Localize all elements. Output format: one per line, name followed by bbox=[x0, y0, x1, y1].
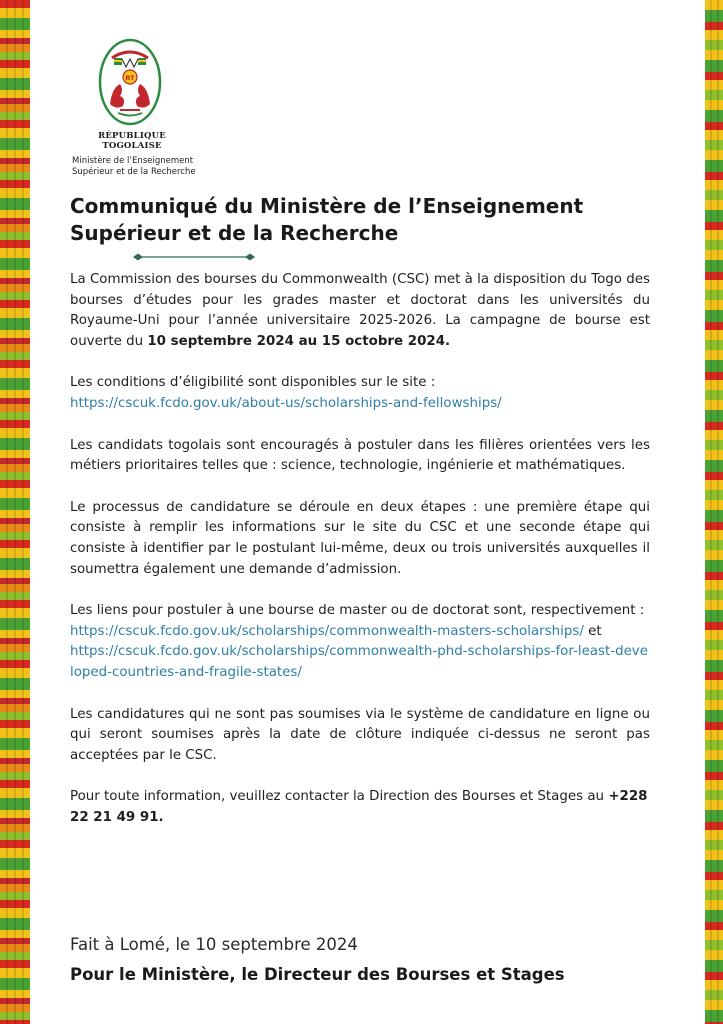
masters-link[interactable]: https://cscuk.fcdo.gov.uk/scholarships/commonwealth-masters-scholarships/ bbox=[70, 623, 584, 639]
country-name: RÉPUBLIQUE TOGOLAISE bbox=[98, 131, 166, 151]
communique-body bbox=[70, 270, 650, 849]
paragraph-process: Le processus de candidature se déroule en deux étapes : une première étape qui consiste à remplir les informations sur le site du CSC et une seconde étape qui consiste à identifier par le postulant lui-même, deux ou trois universités auxquelles il soumettra également une demande d’admission. bbox=[70, 499, 650, 577]
page-title bbox=[70, 193, 670, 247]
phd-link[interactable]: https://cscuk.fcdo.gov.uk/scholarships/commonwealth-phd-scholarships-for-least-developed-countries-and-fragile-states/ bbox=[70, 644, 648, 680]
paragraph-priority-fields: Les candidats togolais sont encouragés à postuler dans les filières orientées vers les métiers prioritaires telles que : science, technologie, ingénierie et mathématiques. bbox=[70, 437, 650, 474]
emblem-initials: RT bbox=[125, 74, 135, 82]
decorative-border-left bbox=[0, 0, 30, 1024]
paragraph-eligibility: Les conditions d’éligibilité sont disponibles sur le site : https://cscuk.fcdo.gov.uk/about-us/scholarships-and-fellowships/ bbox=[70, 375, 502, 411]
paragraph-scholarship-offer: La Commission des bourses du Commonwealth (CSC) met à la disposition du Togo des bourses d’études pour les grades master et doctorat dans les universités du Royaume-Uni pour l’année universitaire 2025-2026. La campagne de bourse est ouverte du 10 septembre 2024 au 15 octobre 2024. bbox=[70, 272, 650, 349]
paragraph-contact: Pour toute information, veuillez contacter la Direction des Bourses et Stages au +228 22 21 49 91. bbox=[70, 789, 648, 825]
signoff-place-date: Fait à Lomé, le 10 septembre 2024 bbox=[70, 935, 358, 954]
ministry-name-line2: Supérieur et de la Recherche bbox=[72, 167, 196, 177]
campaign-dates: 10 septembre 2024 au 15 octobre 2024. bbox=[147, 333, 451, 349]
title-divider bbox=[132, 252, 256, 262]
paragraph-rejection-note: Les candidatures qui ne sont pas soumises via le système de candidature en ligne ou qui seront soumises après la date de clôture indiquée ci-dessus ne seront pas acceptées par le CSC. bbox=[70, 706, 650, 763]
ministry-name-line1: Ministère de l’Enseignement bbox=[72, 156, 194, 166]
page-title-line1: Communiqué du Ministère de l’Enseignement bbox=[70, 194, 584, 218]
contact-phone: +228 22 21 49 91. bbox=[70, 789, 648, 825]
eligibility-link[interactable]: https://cscuk.fcdo.gov.uk/about-us/scholarships-and-fellowships/ bbox=[70, 395, 502, 411]
togo-coat-of-arms-icon bbox=[98, 38, 162, 126]
page-title-line2: Supérieur et de la Recherche bbox=[70, 221, 399, 245]
ministry-name bbox=[72, 156, 196, 178]
signoff-signatory: Pour le Ministère, le Directeur des Bourses et Stages bbox=[70, 965, 565, 984]
decorative-border-right bbox=[705, 0, 723, 1024]
paragraph-application-links: Les liens pour postuler à une bourse de master ou de doctorat sont, respectivement : https://cscuk.fcdo.gov.uk/scholarships/commonwealth-masters-scholarships/ et https://cscuk.fcdo.gov.uk/scholarships/commonwealth-phd-scholarships-for-least-developed-countries-and-fragile-states/ bbox=[70, 603, 648, 680]
